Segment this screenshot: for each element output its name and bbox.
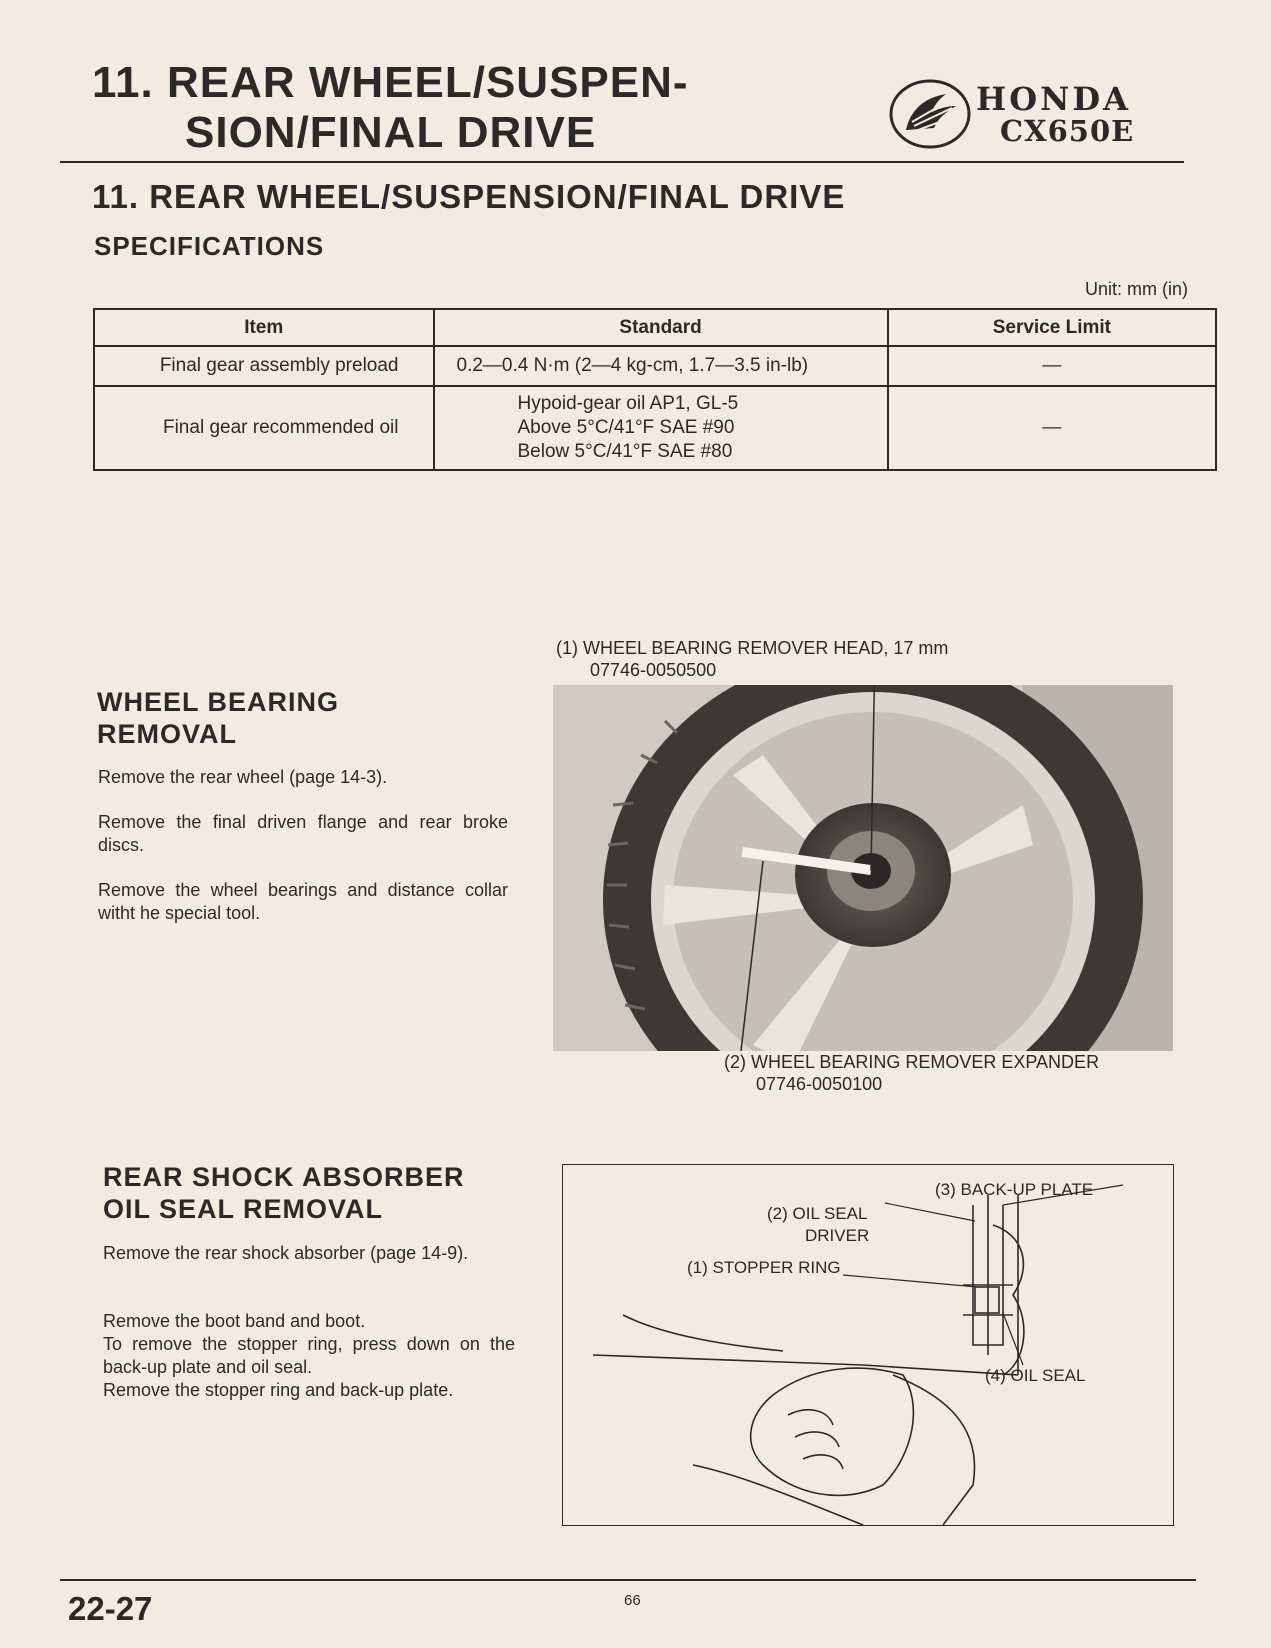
callout-line: (2) WHEEL BEARING REMOVER EXPANDER [724,1052,1100,1072]
heading-line: OIL SEAL REMOVAL [103,1194,384,1224]
callout-remover-expander [724,1051,1099,1095]
specifications-table [93,308,1217,471]
label-oil-seal-driver: (2) OIL SEAL [767,1204,868,1223]
wheel-bearing-steps [98,766,508,947]
page-number: 22-27 [68,1590,153,1627]
row-standard: 0.2—0.4 N·m (2—4 kg-cm, 1.7—3.5 in-lb) [434,346,888,386]
label-stopper-ring: (1) STOPPER RING [687,1258,841,1277]
footer-rule [60,1579,1196,1581]
row-item: Final gear assembly preload [94,346,434,386]
step-text: Remove the stopper ring and back-up plate. [103,1380,454,1400]
label-oil-seal: (4) OIL SEAL [985,1366,1086,1385]
table-header-row [94,309,1216,346]
standard-line: Hypoid-gear oil AP1, GL-5 [517,393,739,414]
unit-note: Unit: mm (in) [1085,279,1188,299]
wheel-photo [553,685,1173,1051]
honda-logo [888,78,1188,150]
row-item: Final gear recommended oil [94,386,434,470]
step-text: To remove the stopper ring, press down on the back-up plate and oil seal. [103,1334,515,1377]
column-header-service-limit: Service Limit [888,309,1216,346]
row-service-limit: — [888,346,1216,386]
callout-remover-head [556,637,948,681]
heading-line: WHEEL BEARING [97,687,340,717]
shock-absorber-step-1: Remove the rear shock absorber (page 14-9). [103,1243,469,1263]
standard-line: Above 5°C/41°F SAE #90 [517,417,735,438]
label-oil-seal-driver: DRIVER [805,1226,870,1245]
shock-absorber-heading [103,1161,465,1225]
chapter-title-line1: 11. REAR WHEEL/SUSPEN- [92,58,689,107]
heading-line: REMOVAL [97,719,237,749]
specifications-heading: SPECIFICATIONS [94,231,325,261]
honda-wing-emblem-icon [888,78,972,150]
step-text: Remove the boot band and boot. [103,1311,366,1331]
chapter-title [92,58,852,158]
row-service-limit: — [888,386,1216,470]
chapter-title-line2: SION/FINAL DRIVE [185,108,597,157]
section-title: 11. REAR WHEEL/SUSPENSION/FINAL DRIVE [92,178,846,215]
label-backup-plate: (3) BACK-UP PLATE [935,1180,1094,1199]
heading-line: REAR SHOCK ABSORBER [103,1162,465,1192]
step-text: Remove the rear wheel (page 14-3). [98,767,388,787]
sheet-number: 66 [624,1592,641,1609]
shock-absorber-steps [103,1310,515,1402]
callout-line: 07746-0050100 [756,1074,883,1094]
header-rule [60,161,1184,163]
model-name: CX650E [1000,114,1135,148]
column-header-item: Item [94,309,434,346]
wheel-bearing-heading [97,686,339,750]
table-row [94,346,1216,386]
step-text: Remove the final driven flange and rear broke discs. [98,812,508,855]
column-header-standard: Standard [434,309,888,346]
callout-line: 07746-0050500 [590,660,717,680]
oil-seal-diagram [562,1164,1174,1526]
brand-name: HONDA [976,80,1131,118]
step-text: Remove the wheel bearings and distance collar witht he special tool. [98,880,508,923]
table-row [94,386,1216,470]
callout-line: (1) WHEEL BEARING REMOVER HEAD, 17 mm [556,638,949,658]
standard-line: Below 5°C/41°F SAE #80 [517,441,733,462]
row-standard [434,386,888,470]
